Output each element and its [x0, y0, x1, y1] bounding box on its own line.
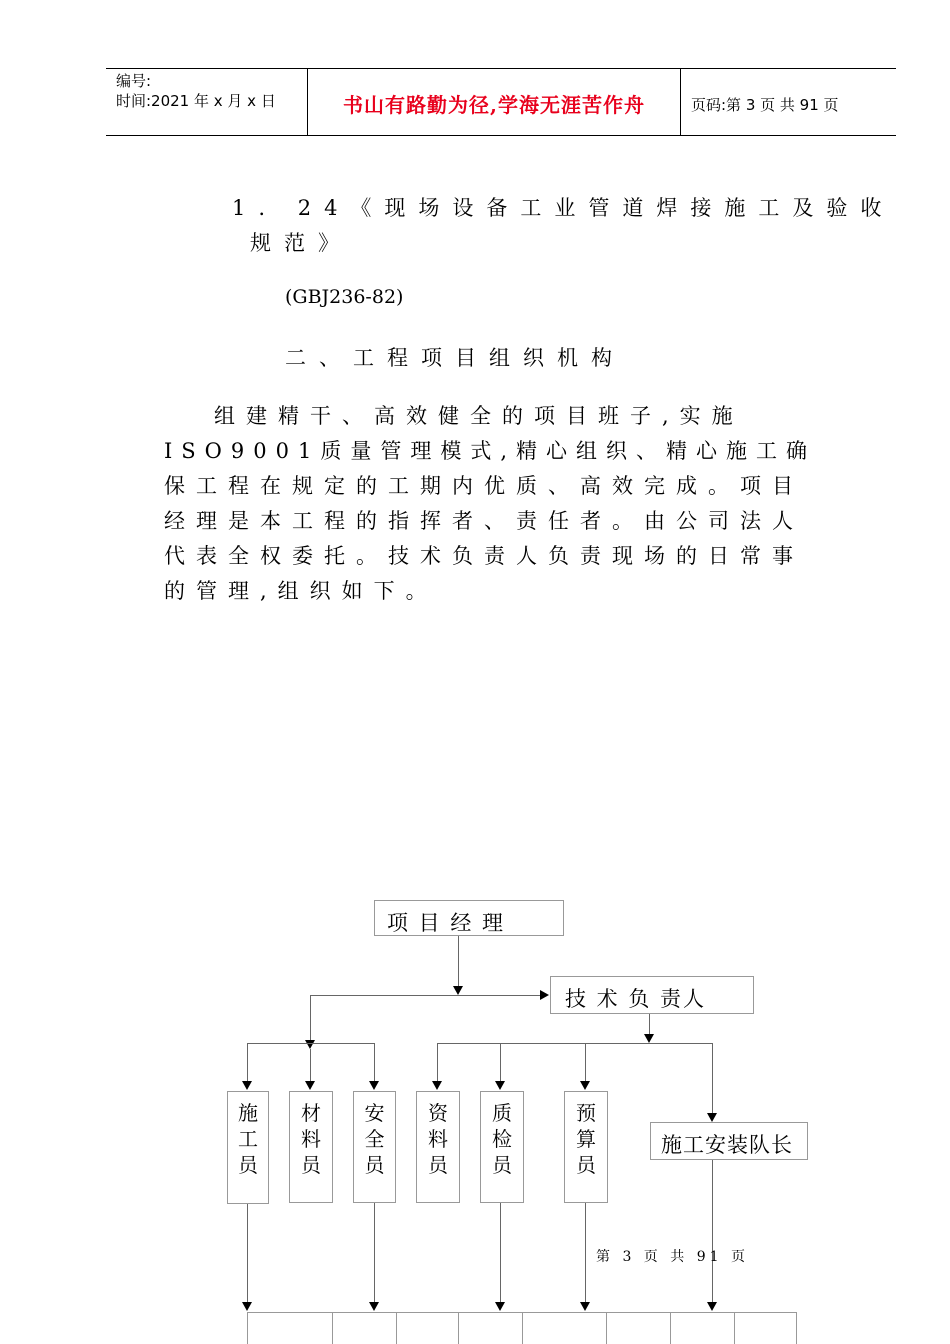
staff-char: 员 — [238, 1153, 258, 1177]
arrow-down-icon — [495, 1081, 505, 1090]
connector — [247, 1043, 248, 1081]
staff-box-material — [289, 1091, 333, 1203]
time-label: 时间:2021 年 x 月 x 日 — [116, 92, 276, 110]
arrow-down-icon — [242, 1302, 252, 1311]
cell-divider — [606, 1312, 607, 1344]
connector — [247, 1043, 374, 1044]
staff-box-safety — [353, 1091, 396, 1203]
arrow-down-icon — [305, 1040, 315, 1049]
cell-divider — [247, 1312, 248, 1344]
connector — [500, 1203, 501, 1304]
arrow-down-icon — [453, 986, 463, 995]
staff-char: 材 — [301, 1101, 321, 1125]
arrow-down-icon — [580, 1081, 590, 1090]
connector — [649, 1014, 650, 1036]
arrow-down-icon — [580, 1302, 590, 1311]
cell-divider — [522, 1312, 523, 1344]
staff-char: 安 — [364, 1101, 385, 1125]
arrow-down-icon — [242, 1081, 252, 1090]
cell-divider — [458, 1312, 459, 1344]
connector — [500, 1043, 501, 1081]
connector — [712, 1043, 713, 1113]
staff-char: 全 — [364, 1127, 385, 1151]
staff-char: 员 — [301, 1153, 321, 1177]
cell-divider — [734, 1312, 735, 1344]
para-line: 的管理,组织如下。 — [164, 579, 438, 603]
connector — [437, 1043, 713, 1044]
connector — [374, 1043, 375, 1081]
header-meta — [116, 71, 276, 111]
arrow-right-icon — [540, 990, 549, 1000]
staff-char: 员 — [576, 1153, 596, 1177]
staff-box-quality — [480, 1091, 524, 1203]
connector — [310, 995, 311, 1042]
staff-char: 质 — [492, 1101, 512, 1125]
section-title: 二、工程项目组织机构 — [285, 346, 625, 370]
team-leader-box — [650, 1122, 808, 1160]
staff-char: 员 — [364, 1153, 385, 1177]
tech-lead-label: 技 术 负 责人 — [565, 987, 707, 1011]
connector — [310, 995, 542, 996]
connector — [374, 1203, 375, 1304]
header-divider — [680, 69, 681, 135]
header-page-info: 页码:第 3 页 共 91 页 — [691, 96, 839, 114]
arrow-down-icon — [369, 1302, 379, 1311]
staff-char: 算 — [576, 1127, 596, 1151]
cell-divider — [670, 1312, 671, 1344]
para-line: 组建精干、高效健全的项目班子,实施 — [214, 404, 744, 428]
cell-divider — [332, 1312, 333, 1344]
connector — [437, 1043, 438, 1081]
arrow-down-icon — [305, 1081, 315, 1090]
staff-char: 施 — [238, 1101, 258, 1125]
project-manager-box — [374, 900, 564, 936]
cell-divider — [796, 1312, 797, 1344]
arrow-down-icon — [432, 1081, 442, 1090]
connector — [712, 1160, 713, 1304]
arrow-down-icon — [707, 1302, 717, 1311]
staff-box-documents — [416, 1091, 460, 1203]
para-line: 保工程在规定的工期内优质、高效完成。项目 — [164, 474, 804, 498]
header-motto: 书山有路勤为径,学海无涯苦作舟 — [343, 93, 645, 117]
para-line: ISO9001质量管理模式,精心组织、精心施工确 — [164, 439, 817, 463]
staff-char: 工 — [238, 1127, 258, 1151]
connector — [247, 1204, 248, 1304]
staff-char: 员 — [428, 1153, 448, 1177]
number-label: 编号: — [116, 72, 152, 90]
staff-char: 资 — [428, 1101, 448, 1125]
staff-char: 料 — [428, 1127, 448, 1151]
item-line-1: 1. 24《现场设备工业管道焊接施工及验收 — [232, 196, 895, 220]
connector — [585, 1203, 586, 1304]
connector — [585, 1043, 586, 1081]
tech-lead-box — [550, 976, 754, 1014]
staff-box-construction — [227, 1091, 269, 1204]
cell-divider — [396, 1312, 397, 1344]
item-code: (GBJ236-82) — [285, 286, 404, 308]
staff-box-budget — [564, 1091, 608, 1203]
staff-char: 检 — [492, 1127, 512, 1151]
arrow-down-icon — [369, 1081, 379, 1090]
staff-char: 料 — [301, 1127, 321, 1151]
para-line: 代表全权委托。技术负责人负责现场的日常事 — [164, 544, 804, 568]
page-header — [106, 68, 896, 136]
staff-char: 预 — [576, 1101, 596, 1125]
arrow-down-icon — [644, 1034, 654, 1043]
connector — [310, 1049, 311, 1081]
staff-char: 员 — [492, 1153, 512, 1177]
project-manager-label: 项 目 经 理 — [387, 911, 506, 935]
connector — [458, 936, 459, 988]
page-footer: 第 3 页 共 91 页 — [596, 1249, 749, 1265]
para-line: 经理是本工程的指挥者、责任者。由公司法人 — [164, 509, 804, 533]
arrow-down-icon — [707, 1113, 717, 1122]
item-line-2: 规范》 — [250, 231, 352, 255]
team-leader-label: 施工安装队长 — [661, 1133, 793, 1157]
arrow-down-icon — [495, 1302, 505, 1311]
